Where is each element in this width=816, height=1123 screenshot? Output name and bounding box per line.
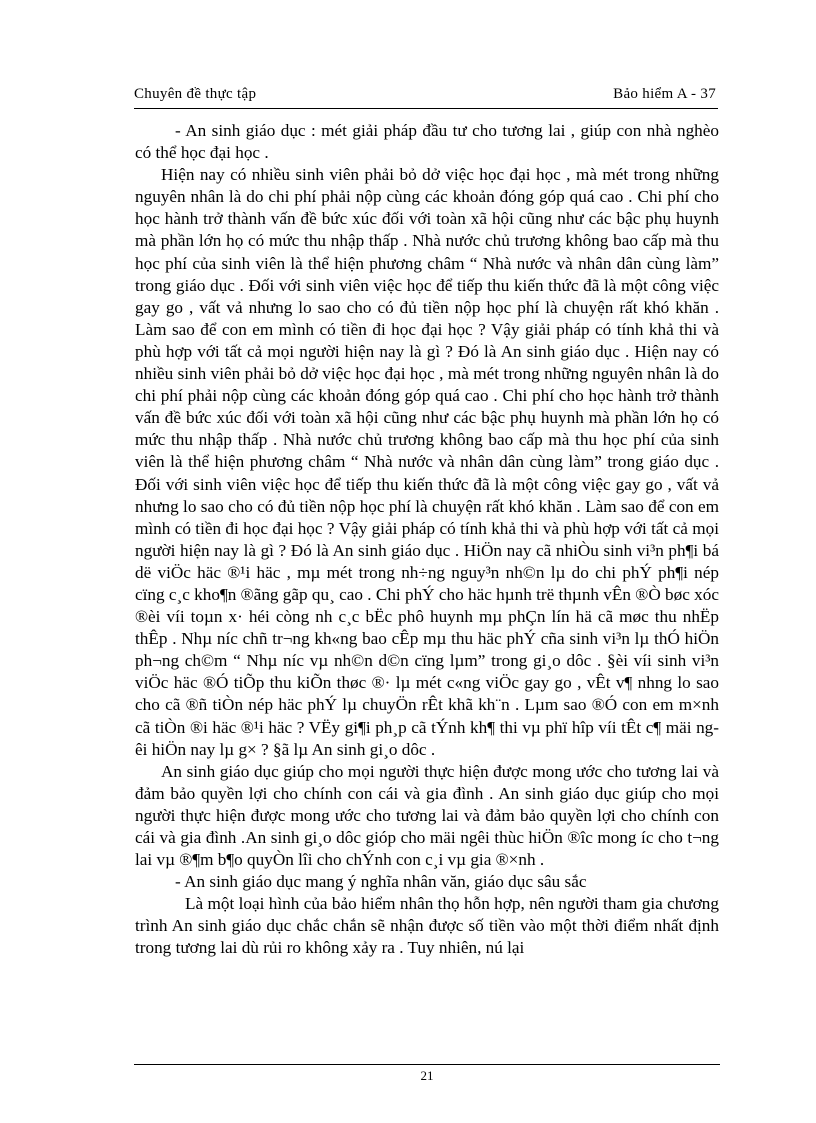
body-text	[135, 120, 719, 960]
page-number: 21	[420, 1068, 434, 1083]
page-footer	[134, 1064, 720, 1084]
header-left-title: Chuyên đề thực tập	[134, 86, 257, 102]
page-header	[134, 86, 718, 109]
paragraph-benefit: An sinh giáo dục giúp cho mọi người thực hiện được mong ước cho tương lai và đảm bảo quyền lợi cho chính con cái và gia đình . An sinh giáo dục giúp cho mọi người thực hiện được mong ước cho tương lai và đảm bảo quyền lợi cho chính con cái và gia đình .An sinh gi¸o dôc gióp cho mäi ngêi thùc hiÖn ®îc mong íc cho t¬ng lai vµ ®¶m b¶o quyÒn lîi cho chÝnh con c¸i vµ gia ®×nh .	[135, 761, 719, 870]
paragraph-intro: - An sinh giáo dục : mét giải pháp đầu tư cho tương lai , giúp con nhà nghèo có thể học đại học .	[135, 121, 719, 163]
header-right-title: Bảo hiểm A - 37	[613, 86, 716, 102]
paragraph-main: Hiện nay có nhiều sinh viên phải bỏ dở việc học đại học , mà mét trong những nguyên nhân là do chi phí phải nộp cùng các khoản đóng góp quá cao . Chi phí cho học hành trở thành vấn đề bức xúc đối với toàn xã hội cũng như các bậc phụ huynh mà phần lớn họ có mức thu nhập thấp . Nhà nước chủ trương không bao cấp mà thu học phí của sinh viên là thể hiện phương châm “ Nhà nước và nhân dân cùng làm” trong giáo dục . Đối với sinh viên việc học để tiếp thu kiến thức đã là một công việc gay go , vất vả nhưng lo sao cho có đủ tiền nộp học phí là chuyện rất khó khăn . Làm sao để con em mình có tiền đi học đại học ? Vậy giải pháp có tính khả thi và phù hợp với tất cả mọi người hiện nay là gì ? Đó là An sinh giáo dục . Hiện nay có nhiều sinh viên phải bỏ dở việc học đại học , mà mét trong những nguyên nhân là do chi phí phải nộp cùng các khoản đóng góp quá cao . Chi phí cho học hành trở thành vấn đề bức xúc đối với toàn xã hội cũng như các bậc phụ huynh mà phần lớn họ có mức thu nhập thấp . Nhà nước chủ trương không bao cấp mà thu học phí của sinh viên là thể hiện phương châm “ Nhà nước và nhân dân cùng làm” trong giáo dục . Đối với sinh viên việc học để tiếp thu kiến thức đã là một công việc gay go , vất vả nhưng lo sao cho có đủ tiền nộp học phí là chuyện rất khó khăn . Làm sao để con em mình có tiền đi học đại học ? Vậy giải pháp có tính khả thi và phù hợp với tất cả mọi người hiện nay là gì ? Đó là An sinh giáo dục . HiÖn nay cã nhiÒu sinh vi³n ph¶i bá dë viÖc häc ®¹i häc , mµ mét trong nh÷ng nguy³n nh©n lµ do chi phÝ ph¶i nép cïng c¸c kho¶n ®ãng gãp qu¸ cao . Chi phÝ cho häc hµnh trë thµnh vÊn ®Ò bøc xóc ®èi víi toµn x· héi còng nh c¸c bËc phô huynh mµ phÇn lín hä cã møc thu nhËp thÊp . Nhµ níc chñ tr¬ng kh«ng bao cÊp mµ thu häc phÝ cña sinh vi³n lµ thÓ hiÖn ph¬ng ch©m “ Nhµ níc vµ nh©n d©n cïng lµm” trong gi¸o dôc . §èi víi sinh vi³n viÖc häc ®Ó tiÕp thu kiÕn thøc ®· lµ mét c«ng viÖc gay go , vÊt v¶ nhng lo sao cho cã ®ñ tiÒn nép häc phÝ lµ chuyÖn rÊt khã kh¨n . Lµm sao ®Ó con em m×nh cã tiÒn ®i häc ®¹i häc ? VËy gi¶i ph¸p cã tÝnh kh¶ thi vµ phï hîp víi tÊt c¶ mäi ngêi hiÖn nay lµ g× ? §ã lµ An sinh gi¸o dôc .	[135, 165, 719, 759]
paragraph-humanity-heading: - An sinh giáo dục mang ý nghĩa nhân văn, giáo dục sâu sắc	[175, 872, 587, 892]
paragraph-conclusion: Là một loại hình của bảo hiểm nhân thọ hỗn hợp, nên người tham gia chương trình An sinh giáo dục chắc chắn sẽ nhận được số tiền vào một thời điểm nhất định trong tương lai dù rủi ro không xảy ra . Tuy nhiên, nú lại	[135, 894, 719, 958]
